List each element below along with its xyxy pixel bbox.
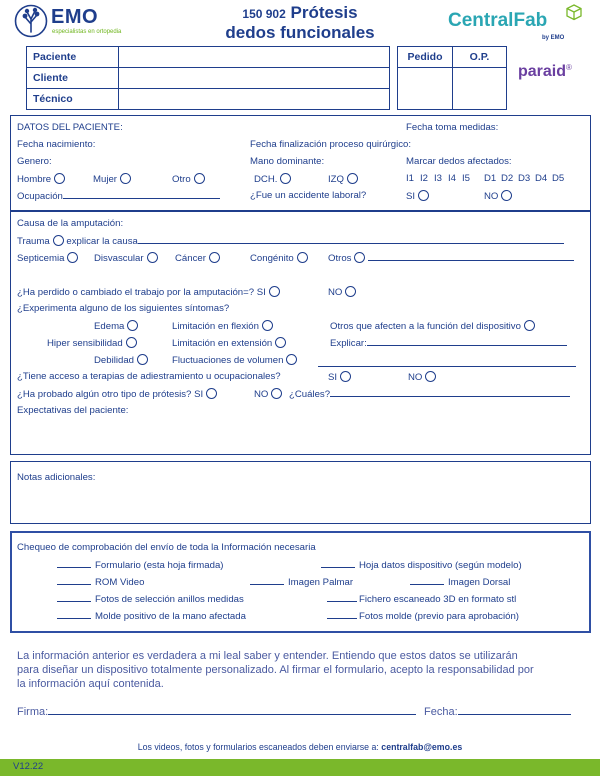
radio-perdido-si[interactable] [269,286,280,297]
option-terapias-si[interactable]: SI [328,371,351,384]
check-molde-positivo-line[interactable] [57,610,91,619]
option-congenito[interactable]: Congénito [250,252,308,265]
paraid-registered: ® [566,63,572,72]
firma-row[interactable] [17,705,416,718]
tecnico-field[interactable] [119,89,390,110]
cube-icon [566,4,582,21]
fecha-row[interactable] [424,705,571,718]
option-terapias-no[interactable]: NO [408,371,436,384]
finger-d3[interactable]: D3 [518,173,531,184]
radio-hombre[interactable] [54,173,65,184]
experimenta-label: ¿Experimenta alguno de los siguientes síntomas? [17,303,230,314]
declaration-line1: La información anterior es verdadera a mi leal saber y entender. Entiendo que estos datos se utilizarán [17,650,518,662]
option-disvascular[interactable]: Disvascular [94,252,158,265]
cuales-row[interactable]: ¿Cuáles? [289,388,570,401]
mano-dominante-label: Mano dominante: [250,156,325,167]
option-probado-no[interactable]: NO [254,388,282,401]
option-otros-funcion[interactable]: Otros que afecten a la función del dispositivo [330,320,535,333]
explicar-row[interactable]: Explicar: [330,337,567,350]
terapias-label: ¿Tiene acceso a terapias de adiestramiento u ocupacionales? [17,371,281,382]
option-accidente-no[interactable]: NO [484,190,512,203]
radio-hiper-sensibilidad[interactable] [126,337,137,348]
option-debilidad[interactable]: Debilidad [94,354,148,367]
check-imagen-dorsal-line[interactable] [410,576,444,585]
option-limitacion-flexion[interactable]: Limitación en flexión [172,320,273,333]
radio-otros-funcion[interactable] [524,320,535,331]
op-label: O.P. [453,47,507,68]
paciente-field[interactable] [119,47,390,68]
radio-accidente-si[interactable] [418,190,429,201]
form-title-line2: dedos funcionales [225,23,375,42]
centralfab-by: by EMO [542,35,565,41]
emo-tagline: especialistas en ortopedia [52,29,122,35]
option-izq[interactable]: IZQ [328,173,358,186]
form-code: 150 902 [242,7,286,21]
check-molde-positivo[interactable]: Molde positivo de la mano afectada [57,610,246,623]
notes-title: Notas adicionales: [17,472,96,483]
radio-accidente-no[interactable] [501,190,512,201]
finger-i2[interactable]: I2 [420,173,429,184]
declaration-line3: la información aquí contenida. [17,678,164,690]
radio-limitacion-extension[interactable] [275,337,286,348]
radio-septicemia[interactable] [67,252,78,263]
genero-label: Genero: [17,156,52,167]
check-fotos-molde[interactable]: Fotos molde (previo para aprobación) [327,610,519,623]
radio-limitacion-flexion[interactable] [262,320,273,331]
option-otros[interactable]: Otros [328,252,574,265]
notes-section[interactable] [10,461,591,524]
radio-probado-no[interactable] [271,388,282,399]
radio-izq[interactable] [347,173,358,184]
paciente-label: Paciente [27,47,119,68]
explicar-causa-line[interactable] [138,235,564,244]
check-fotos-molde-line[interactable] [327,610,357,619]
finger-d1[interactable]: D1 [484,173,497,184]
order-table [397,46,507,110]
radio-mujer[interactable] [120,173,131,184]
option-fluctuaciones[interactable]: Fluctuaciones de volumen [172,354,297,367]
ocupacion-label: Ocupación [17,191,63,202]
finger-i5[interactable]: I5 [462,173,471,184]
check-rom-video-line[interactable] [57,576,91,585]
perdido-trabajo-row[interactable]: ¿Ha perdido o cambiado el trabajo por la amputación=? SI [17,286,280,299]
paraid-logo-text: paraid [518,63,567,80]
radio-probado-si[interactable] [206,388,217,399]
radio-edema[interactable] [127,320,138,331]
form-title-part1: Prótesis [290,3,358,22]
finger-d2[interactable]: D2 [501,173,514,184]
check-rom-video[interactable]: ROM Video [57,576,144,589]
check-fichero-3d-line[interactable] [327,593,357,602]
check-imagen-dorsal[interactable]: Imagen Dorsal [410,576,510,589]
ocupacion-line[interactable] [63,190,220,199]
cliente-field[interactable] [119,68,390,89]
finger-d4[interactable]: D4 [535,173,548,184]
check-imagen-palmar[interactable]: Imagen Palmar [250,576,353,589]
check-fichero-3d[interactable]: Fichero escaneado 3D en formato stl [327,593,516,606]
option-accidente-si[interactable]: SI [406,190,429,203]
centralfab-logo-text: CentralFab [448,10,548,31]
radio-terapias-no[interactable] [425,371,436,382]
check-formulario-line[interactable] [57,559,91,568]
centralfab-logo [448,4,588,46]
footer-note [0,742,600,752]
check-formulario[interactable]: Formulario (esta hoja firmada) [57,559,224,572]
finger-d5[interactable]: D5 [552,173,565,184]
option-hiper-sensibilidad[interactable]: Hiper sensibilidad [47,337,137,350]
op-field[interactable] [453,68,507,110]
checklist-title: Chequeo de comprobación del envío de toda la Información necesaria [17,542,316,553]
radio-disvascular[interactable] [147,252,158,263]
check-hoja-datos-line[interactable] [321,559,355,568]
option-mujer[interactable]: Mujer [93,173,131,186]
option-limitacion-extension[interactable]: Limitación en extensión [172,337,286,350]
firma-line[interactable] [48,705,416,715]
probado-row[interactable]: ¿Ha probado algún otro tipo de prótesis? SI [17,388,217,401]
check-fotos-seleccion-line[interactable] [57,593,91,602]
radio-dch[interactable] [280,173,291,184]
marcar-dedos-label: Marcar dedos afectados: [406,156,512,167]
trauma-row[interactable]: Trauma explicar la causa [17,235,564,248]
radio-trauma[interactable] [53,235,64,246]
fluctuaciones-line[interactable] [318,366,576,367]
option-otro[interactable]: Otro [172,173,205,186]
declaration-line2: para diseñar un dispositivo totalmente personalizado. Al firmar el formulario, acepto la responsabilidad por [17,664,534,676]
footer-note-prefix: Los videos, fotos y formularios escaneados deben enviarse a: [137,742,379,752]
check-hoja-datos[interactable]: Hoja datos dispositivo (según modelo) [321,559,522,572]
pedido-field[interactable] [398,68,453,110]
declaration-text [17,649,534,691]
client-table [26,46,390,110]
option-edema[interactable]: Edema [94,320,138,333]
check-imagen-palmar-line[interactable] [250,576,284,585]
finger-i3[interactable]: I3 [434,173,443,184]
version-label: V12.22 [13,761,44,772]
explicar-line[interactable] [367,337,567,346]
ocupacion-row[interactable] [17,190,220,203]
radio-cancer[interactable] [209,252,220,263]
emo-logo-text: EMO [51,6,99,28]
otros-line[interactable] [368,252,574,261]
radio-otro[interactable] [194,173,205,184]
radio-otros[interactable] [354,252,365,263]
cuales-line[interactable] [330,388,570,397]
fecha-nacimiento-label: Fecha nacimiento: [17,139,96,150]
radio-debilidad[interactable] [137,354,148,365]
causa-label: Causa de la amputación: [17,218,124,229]
pedido-label: Pedido [398,47,453,68]
fecha-label: Fecha: [424,706,458,718]
finger-i4[interactable]: I4 [448,173,457,184]
paraid-logo [518,63,572,81]
firma-label: Firma: [17,706,49,718]
fecha-finalizacion-label: Fecha finalización proceso quirúrgico: [250,139,412,150]
option-dch[interactable]: DCH. [254,173,291,186]
check-fotos-seleccion[interactable]: Fotos de selección anillos medidas [57,593,244,606]
option-septicemia[interactable]: Septicemia [17,252,78,265]
accidente-label: ¿Fue un accidente laboral? [250,190,367,201]
patient-section-title: DATOS DEL PACIENTE: [17,122,123,133]
radio-congenito[interactable] [297,252,308,263]
option-hombre[interactable]: Hombre [17,173,65,186]
option-perdido-no[interactable]: NO [328,286,356,299]
option-cancer[interactable]: Cáncer [175,252,220,265]
radio-fluctuaciones[interactable] [286,354,297,365]
tecnico-label: Técnico [27,89,119,110]
expectativas-label: Expectativas del paciente: [17,405,129,416]
fecha-line[interactable] [458,705,571,715]
footer-email[interactable]: centralfab@emo.es [381,742,463,752]
radio-terapias-si[interactable] [340,371,351,382]
radio-perdido-no[interactable] [345,286,356,297]
fecha-toma-label: Fecha toma medidas: [406,122,499,133]
footer-bar [0,759,600,776]
cliente-label: Cliente [27,68,119,89]
finger-i1[interactable]: I1 [406,173,415,184]
